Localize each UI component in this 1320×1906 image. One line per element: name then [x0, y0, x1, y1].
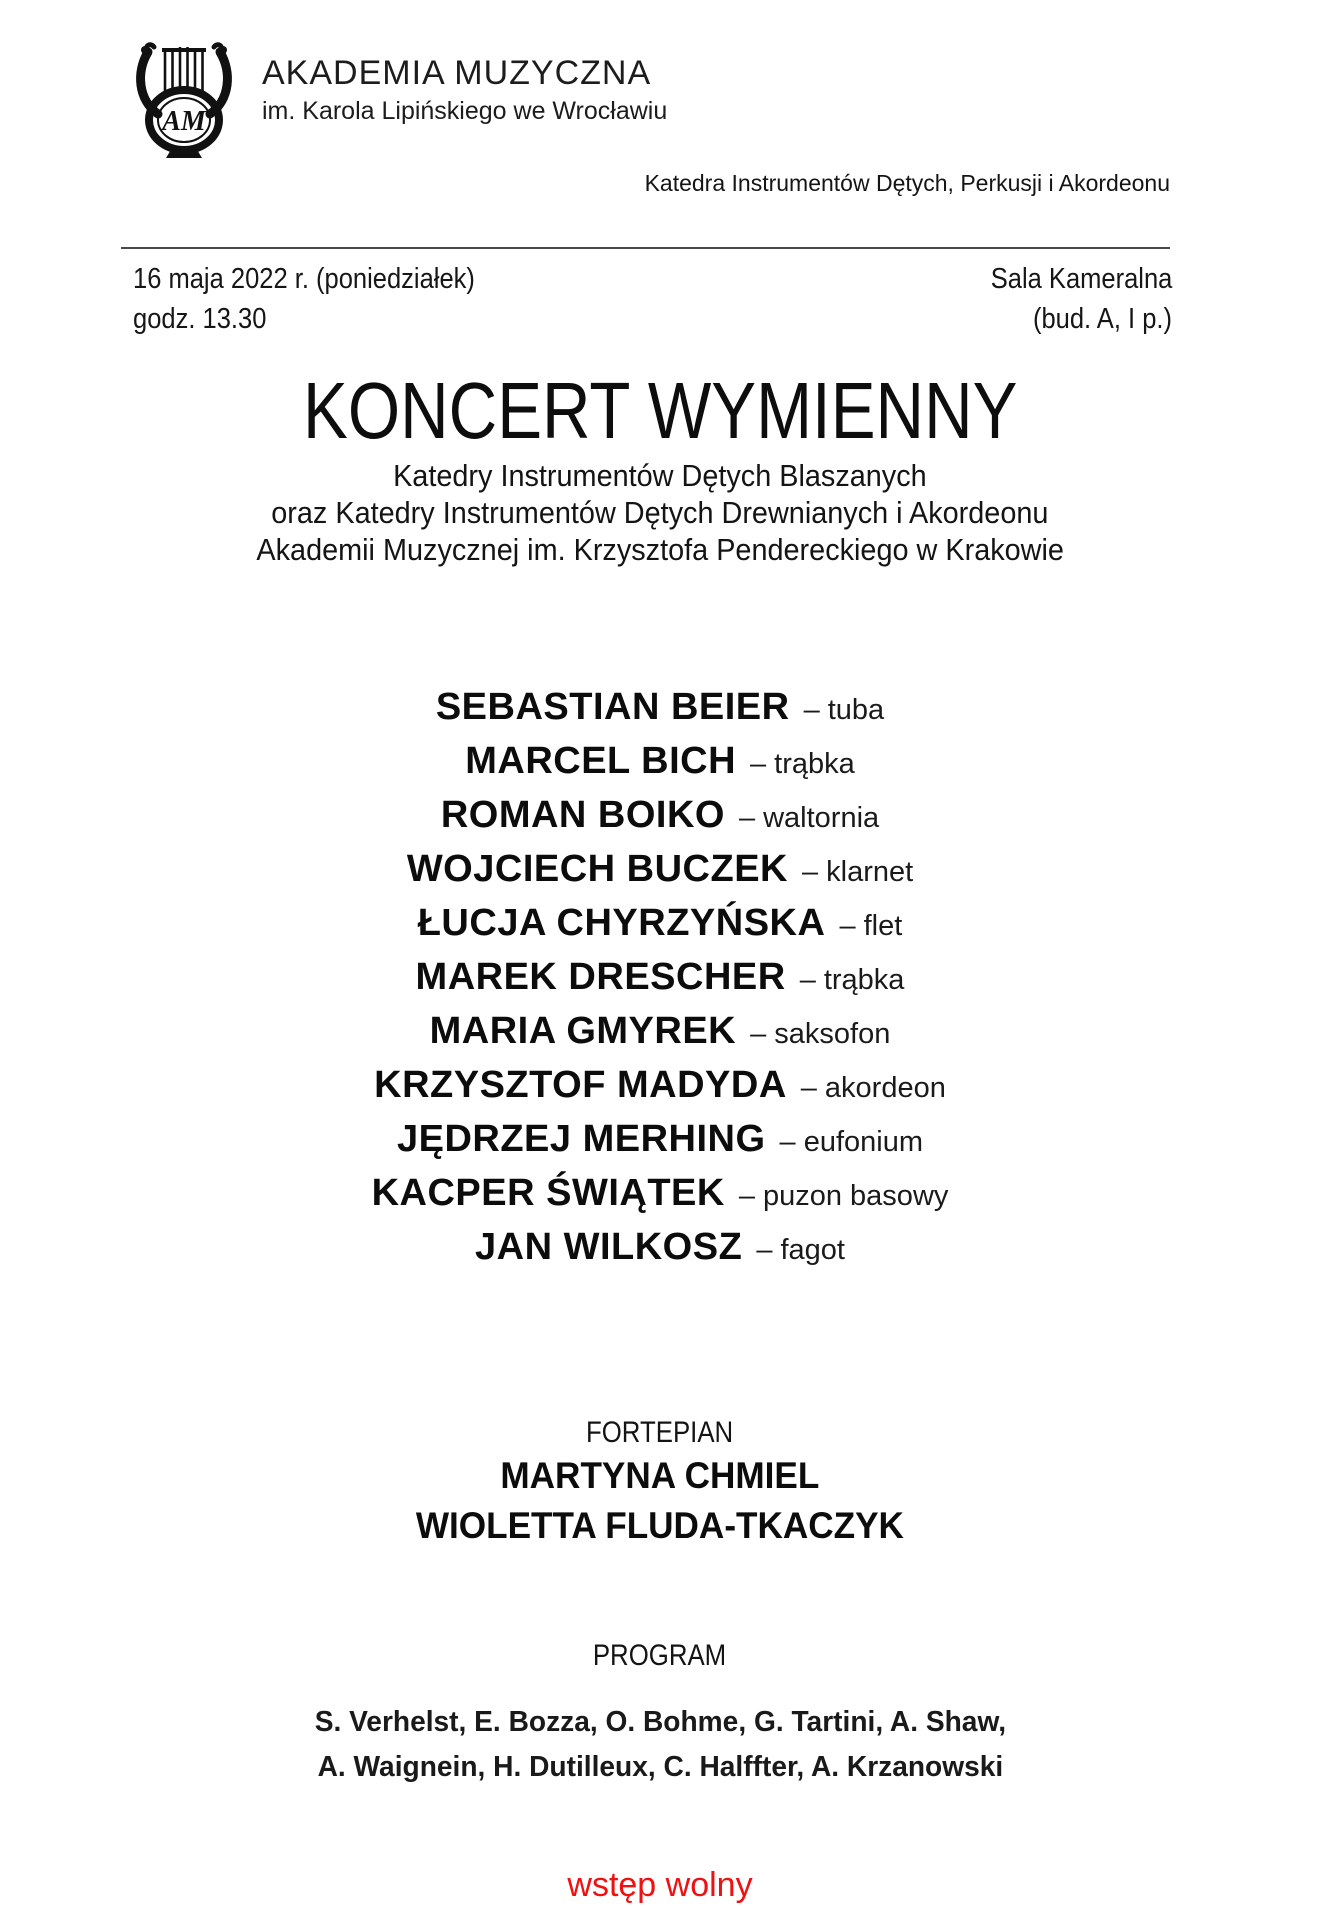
performer-name: ROMAN BOIKO: [440, 794, 725, 836]
logo-monogram: AM: [162, 106, 206, 137]
department-line: Katedra Instrumentów Dętych, Perkusji i Akordeonu: [644, 170, 1170, 196]
subtitle-line: [0, 494, 1320, 531]
program-line: [0, 1700, 1320, 1745]
performer-row: [0, 1224, 1320, 1278]
admission-notice: wstęp wolny: [567, 1866, 753, 1904]
performer-instrument: saksofon: [774, 1018, 891, 1050]
performer-name: SEBASTIAN BEIER: [435, 686, 790, 728]
performer-name: ŁUCJA CHYRZYŃSKA: [417, 902, 826, 944]
program-composers: [0, 1700, 1320, 1790]
performer-name: MAREK DRESCHER: [415, 956, 786, 998]
academy-name: AKADEMIA MUZYCZNA: [262, 54, 652, 92]
performer-row: [0, 738, 1320, 792]
dash-separator: –: [839, 910, 856, 942]
performer-row: [0, 684, 1320, 738]
event-venue-block: [966, 259, 1172, 339]
performer-instrument: flet: [863, 910, 903, 942]
performer-name: JAN WILKOSZ: [475, 1226, 743, 1268]
dash-separator: –: [779, 1126, 796, 1158]
performer-row: [0, 954, 1320, 1008]
program-heading: [0, 1638, 1320, 1674]
program-section: [0, 1638, 1320, 1790]
performer-instrument: akordeon: [824, 1072, 946, 1104]
performer-row: [0, 1062, 1320, 1116]
performer-name: MARCEL BICH: [465, 740, 737, 782]
program-line-text: A. Waignein, H. Dutilleux, C. Halffter, A. Krzanowski: [317, 1751, 1003, 1783]
performer-name: KRZYSZTOF MADYDA: [374, 1064, 787, 1106]
dash-separator: –: [750, 748, 767, 780]
piano-heading-text: FORTEPIAN: [586, 1416, 734, 1449]
pianist-name: [0, 1451, 1320, 1501]
pianist-name-text: WIOLETTA FLUDA-TKACZYK: [415, 1505, 905, 1546]
performer-instrument: puzon basowy: [762, 1180, 949, 1212]
pianists-list: [0, 1451, 1320, 1551]
performer-instrument: waltornia: [763, 802, 880, 834]
program-line-text: S. Verhelst, E. Bozza, O. Bohme, G. Tartini, A. Shaw,: [314, 1706, 1006, 1738]
performer-name: KACPER ŚWIĄTEK: [371, 1172, 725, 1214]
dash-separator: –: [799, 964, 816, 996]
dash-separator: –: [738, 802, 756, 834]
lyre-icon: [128, 38, 240, 158]
subtitle-line-text: oraz Katedry Instrumentów Dętych Drewnianych i Akordeonu: [271, 495, 1049, 530]
dash-separator: –: [756, 1234, 773, 1266]
pianist-name: [0, 1501, 1320, 1551]
piano-heading: [0, 1415, 1320, 1451]
dash-separator: –: [800, 1072, 817, 1104]
concert-subtitle: [0, 457, 1320, 568]
academy-subtitle: im. Karola Lipińskiego we Wrocławiu: [262, 97, 668, 126]
performer-name: WOJCIECH BUCZEK: [406, 848, 788, 890]
performer-instrument: fagot: [780, 1234, 845, 1266]
subtitle-line-text: Katedry Instrumentów Dętych Blaszanych: [393, 458, 927, 493]
performer-row: [0, 1008, 1320, 1062]
performer-row: [0, 792, 1320, 846]
event-date-time: [133, 259, 522, 339]
subtitle-line: [0, 531, 1320, 568]
performer-instrument: klarnet: [826, 856, 914, 888]
piano-section: [0, 1415, 1320, 1551]
subtitle-line: [0, 457, 1320, 494]
event-venue: Sala Kameralna: [990, 263, 1172, 295]
academy-title-block: [262, 38, 667, 126]
subtitle-line-text: Akademii Muzycznej im. Krzysztofa Pendereckiego w Krakowie: [256, 532, 1064, 567]
performer-instrument: tuba: [827, 694, 885, 726]
performer-row: [0, 900, 1320, 954]
event-date: 16 maja 2022 r. (poniedziałek): [133, 263, 475, 295]
program-heading-text: PROGRAM: [593, 1639, 727, 1672]
academy-logo: [128, 38, 240, 158]
program-line: [0, 1745, 1320, 1790]
performer-name: JĘDRZEJ MERHING: [396, 1118, 766, 1160]
performer-instrument: trąbka: [774, 748, 855, 780]
event-meta: [0, 249, 1320, 339]
performer-instrument: trąbka: [823, 964, 905, 996]
performer-row: [0, 1170, 1320, 1224]
dash-separator: –: [738, 1180, 755, 1212]
concert-title: KONCERT WYMIENNY: [302, 366, 1018, 455]
concert-title-row: [0, 366, 1320, 455]
performer-row: [0, 846, 1320, 900]
event-venue-detail: (bud. A, I p.): [1032, 303, 1172, 335]
performers-list: [0, 684, 1320, 1278]
dash-separator: –: [802, 856, 819, 888]
performer-instrument: eufonium: [803, 1126, 923, 1158]
event-time: godz. 13.30: [133, 303, 267, 335]
pianist-name-text: MARTYNA CHMIEL: [500, 1455, 820, 1496]
performer-row: [0, 1116, 1320, 1170]
dash-separator: –: [750, 1018, 767, 1050]
header: [0, 0, 1320, 158]
performer-name: MARIA GMYREK: [429, 1010, 737, 1052]
dash-separator: –: [803, 694, 820, 726]
